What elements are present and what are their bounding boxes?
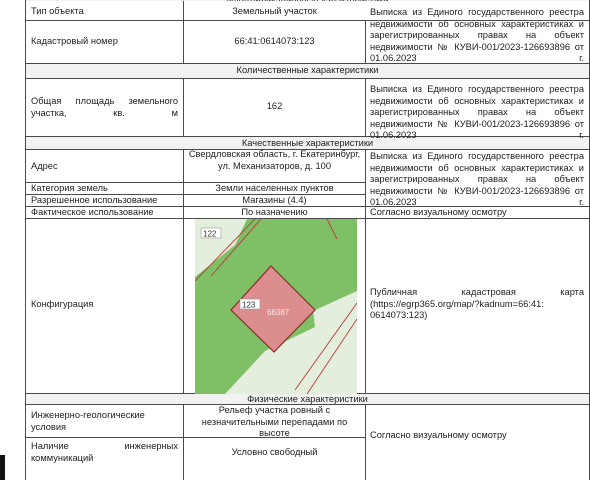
source-cadastral-map: Публичная кадастровая карта (https://egrp365.org/map/?kadnum=66:41: 0614073:123) — [370, 287, 584, 320]
column-divider — [183, 404, 184, 480]
label-utilities: Наличие инженерных коммуникаций — [31, 441, 178, 463]
page-edge-marker — [0, 455, 5, 480]
label-object-type: Тип объекта — [31, 6, 84, 16]
value-land-category: Земли населенных пунктов — [215, 183, 334, 193]
value-geology: Рельеф участка ровный с незначительными перепадами по высоте — [201, 405, 348, 438]
label-land-category: Категория земель — [31, 183, 108, 193]
section-title: Качественные характеристики — [241, 138, 374, 148]
label-cadastral-number: Кадастровый номер — [31, 36, 118, 46]
section-title: Физические характеристики — [247, 394, 368, 404]
label-address: Адрес — [31, 161, 58, 171]
label-actual-use: Фактическое использование — [31, 207, 154, 217]
cadastral-map-image — [195, 219, 357, 394]
label-configuration: Конфигурация — [31, 299, 94, 309]
section-title: Количественные характеристики — [236, 65, 379, 75]
column-divider — [365, 78, 366, 136]
column-divider — [365, 20, 366, 63]
source-egrn-identification: Выписка из Единого государственного реестра недвижимости об основных характеристиках и зарегистрированных правах на объект недвижимости № КУВИ-001/2023-126693896 от 01.06.2023 г. — [370, 7, 584, 63]
source-egrn-qualitative: Выписка из Единого государственного реестра недвижимости об основных характеристиках и зарегистрированных правах на объект недвижимости № КУВИ-001/2023-126693896 от 01.06.2023 г. — [370, 151, 584, 207]
neighbor-label: 122 — [203, 229, 217, 239]
source-visual-inspection: Согласно визуальному осмотру — [370, 207, 507, 217]
source-egrn-area: Выписка из Единого государственного реестра недвижимости об основных характеристиках и зарегистрированных правах на объект недвижимости № КУВИ-001/2023-126693896 от 01.06.2023 г. — [370, 84, 584, 140]
label-geology: Инженерно-геологические условия — [31, 410, 145, 432]
row-divider — [25, 78, 590, 79]
value-cadastral-number: 66:41:0614073:123 — [234, 36, 315, 46]
value-total-area: 162 — [266, 101, 283, 111]
section-header-identification — [26, 0, 589, 1]
value-object-type: Земельный участок — [232, 6, 317, 16]
source-visual-inspection-physical: Согласно визуальному осмотру — [370, 430, 507, 440]
column-divider — [365, 404, 366, 480]
label-permitted-use: Разрешенное использование — [31, 195, 158, 205]
parcel-label: 123 — [242, 300, 256, 310]
cadastral-map-drawing — [195, 219, 357, 394]
value-actual-use: По назначению — [241, 207, 308, 217]
value-address: Свердловская область, г. Екатеринбург, ул. Механизаторов, д. 100 — [188, 149, 361, 171]
value-permitted-use: Магазины (4.4) — [242, 195, 307, 205]
section-header-quantitative — [26, 64, 589, 78]
building-label: 66387 — [267, 308, 290, 317]
section-title — [227, 0, 389, 1]
value-utilities: Условно свободный — [231, 447, 318, 457]
section-header-physical — [26, 394, 589, 404]
label-total-area: Общая площадь земельного участка, кв. м — [31, 96, 178, 118]
column-divider — [365, 149, 366, 393]
